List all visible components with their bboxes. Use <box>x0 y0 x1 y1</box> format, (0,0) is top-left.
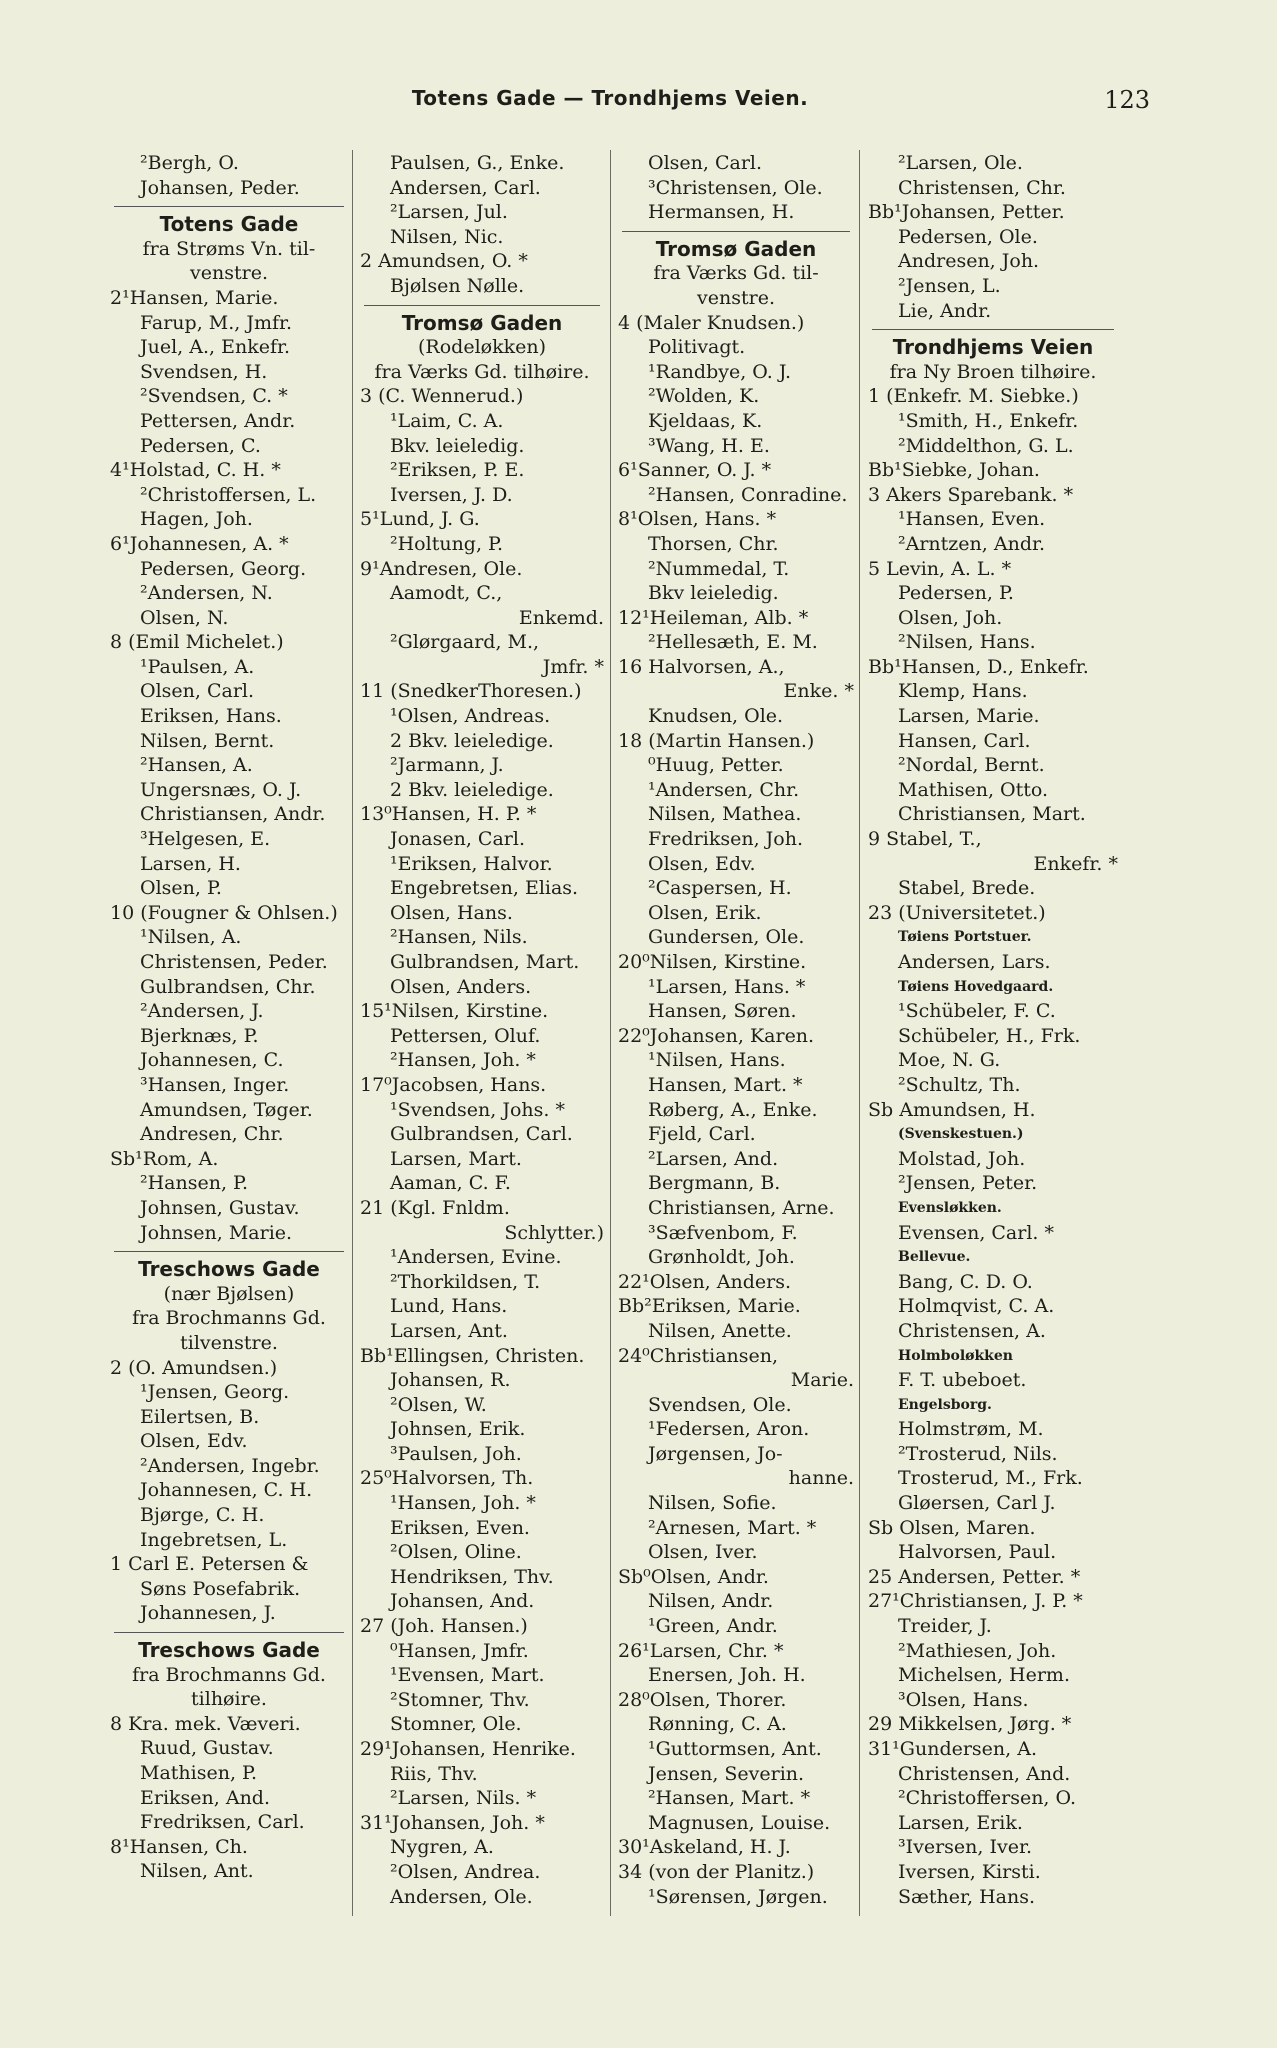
directory-entry: ¹Federsen, Aron. <box>648 1418 810 1441</box>
directory-entry: 4 (Maler Knudsen.) <box>618 311 805 334</box>
directory-entry: 2 Amundsen, O. * <box>360 250 528 273</box>
directory-entry: ²Hansen, P. <box>140 1172 249 1195</box>
street-heading: Treschows Gade <box>138 1257 320 1282</box>
directory-entry: Iversen, Kirsti. <box>898 1860 1041 1883</box>
directory-entry: 8 (Emil Michelet.) <box>110 631 284 654</box>
directory-entry: ²Eriksen, P. E. <box>390 459 525 482</box>
directory-entry: 2 Bkv. leieledige. <box>390 729 554 752</box>
directory-entry: 27¹Christiansen, J. P. * <box>868 1590 1083 1613</box>
directory-entry: ¹Guttormsen, Ant. <box>648 1738 822 1760</box>
directory-entry: ¹Evensen, Mart. <box>390 1664 545 1687</box>
directory-entry: ¹Smith, H., Enkefr. <box>898 409 1079 432</box>
directory-entry: ²Larsen, Ole. <box>898 152 1023 174</box>
directory-entry: 16 Halvorsen, A., <box>618 655 785 678</box>
directory-entry: 5¹Lund, J. G. <box>360 508 480 531</box>
directory-entry: ²Larsen, Nils. * <box>390 1787 537 1810</box>
directory-entry: 30¹Askeland, H. J. <box>618 1836 791 1859</box>
directory-entry: 18 (Martin Hansen.) <box>618 729 815 752</box>
directory-entry: Andresen, Joh. <box>898 250 1040 273</box>
directory-entry: ³Helgesen, E. <box>140 828 271 851</box>
directory-entry: Hagen, Joh. <box>140 508 253 531</box>
directory-entry: Treider, J. <box>898 1615 992 1638</box>
directory-entry: 9 Stabel, T., <box>868 828 982 851</box>
directory-entry: hanne. <box>788 1467 854 1490</box>
directory-entry: Jensen, Severin. <box>648 1762 805 1785</box>
directory-entry: Christiansen, Arne. <box>648 1196 835 1219</box>
directory-entry: Sb¹Rom, A. <box>110 1147 219 1170</box>
directory-entry: Mathisen, Otto. <box>898 778 1049 801</box>
directory-entry: Aaman, C. F. <box>390 1172 511 1195</box>
directory-entry: ¹Eriksen, Halvor. <box>390 852 553 875</box>
directory-entry: Sb Olsen, Maren. <box>868 1516 1036 1539</box>
directory-entry: ⁰Hansen, Jmfr. <box>390 1639 529 1662</box>
street-heading: Treschows Gade <box>138 1638 320 1663</box>
directory-entry: 22¹Olsen, Anders. <box>618 1270 791 1293</box>
directory-entry: 24⁰Christiansen, <box>618 1344 779 1367</box>
directory-entry: Enersen, Joh. H. <box>648 1664 806 1687</box>
street-heading: Tromsø Gaden <box>401 310 563 335</box>
directory-entry: ²Stomner, Thv. <box>390 1688 530 1711</box>
directory-entry: ²Andersen, N. <box>140 582 273 605</box>
directory-entry: Enkefr. * <box>1033 852 1118 875</box>
section-rule <box>114 206 344 210</box>
directory-entry: 11 (SnedkerThoresen.) <box>360 680 582 703</box>
directory-entry: ¹Nilsen, A. <box>140 926 242 949</box>
directory-entry: Stomner, Ole. <box>390 1713 522 1736</box>
directory-entry: Christensen, A. <box>898 1319 1046 1342</box>
section-rule <box>114 1632 344 1636</box>
directory-entry: Molstad, Joh. <box>898 1147 1026 1170</box>
directory-entry: Hansen, Carl. <box>898 729 1031 752</box>
directory-entry: Bb²Eriksen, Marie. <box>618 1295 801 1318</box>
directory-entry: ³Olsen, Hans. <box>898 1688 1029 1711</box>
directory-entry: 34 (von der Planitz.) <box>618 1860 815 1883</box>
directory-entry: ²Nordal, Bernt. <box>898 754 1045 777</box>
directory-entry: Nilsen, Bernt. <box>140 729 275 752</box>
directory-entry: ²Larsen, Jul. <box>390 201 508 224</box>
column-divider <box>352 150 353 1916</box>
directory-entry: 28⁰Olsen, Thorer. <box>618 1688 787 1711</box>
directory-entry: Knudsen, Ole. <box>648 705 784 728</box>
directory-entry: Olsen, P. <box>140 877 222 900</box>
section-rule <box>114 1251 344 1255</box>
directory-entry: 12¹Heileman, Alb. * <box>618 606 809 629</box>
column-divider <box>610 150 611 1916</box>
directory-entry: Politivagt. <box>648 336 746 359</box>
directory-entry: Johannesen, C. H. <box>140 1479 313 1502</box>
directory-entry: Magnusen, Louise. <box>648 1811 831 1834</box>
directory-entry: Kjeldaas, K. <box>648 409 763 432</box>
page-number: 123 <box>1104 86 1150 114</box>
directory-entry: Fredriksen, Carl. <box>140 1811 305 1834</box>
directory-entry: ³Wang, H. E. <box>648 434 770 457</box>
directory-entry: ³Hansen, Inger. <box>140 1073 290 1096</box>
directory-entry: ²Caspersen, H. <box>648 877 792 900</box>
directory-entry: ²Olsen, Andrea. <box>390 1860 541 1883</box>
directory-entry: Olsen, Hans. <box>390 901 513 924</box>
directory-entry: ²Jensen, L. <box>898 274 1001 297</box>
directory-entry: 22⁰Johansen, Karen. <box>618 1024 815 1047</box>
directory-entry: Pettersen, Oluf. <box>390 1024 541 1047</box>
directory-entry: tilhøire. <box>191 1688 267 1711</box>
directory-entry: ²Jarmann, J. <box>390 754 504 777</box>
directory-entry: Evensløkken. <box>898 1199 1002 1216</box>
directory-entry: Fredriksen, Joh. <box>648 828 803 851</box>
street-heading: Totens Gade <box>159 212 299 237</box>
directory-entry: ²Bergh, O. <box>140 152 239 174</box>
directory-entry: Christensen, Chr. <box>898 176 1066 199</box>
column-2 <box>354 151 610 1909</box>
directory-entry: 6¹Sanner, O. J. * <box>618 459 772 482</box>
directory-entry: Nilsen, Anette. <box>648 1319 792 1342</box>
directory-entry: Thorsen, Chr. <box>648 532 779 555</box>
directory-entry: fra Brochmanns Gd. <box>132 1307 326 1330</box>
directory-entry: Olsen, Edv. <box>648 852 756 875</box>
directory-entry: Olsen, N. <box>140 606 229 629</box>
directory-entry: Holmboløkken <box>898 1347 1013 1364</box>
directory-entry: 31¹Gundersen, A. <box>868 1738 1038 1760</box>
directory-entry: Johansen, R. <box>390 1369 511 1392</box>
directory-entry: Røberg, A., Enke. <box>648 1098 818 1121</box>
directory-entry: Andersen, Carl. <box>390 176 541 199</box>
directory-entry: Pettersen, Andr. <box>140 409 296 432</box>
directory-entry: ²Nummedal, T. <box>648 557 790 580</box>
directory-entry: ²Hansen, A. <box>140 754 253 777</box>
directory-entry: fra Værks Gd. tilhøire. <box>374 360 590 383</box>
directory-entry: Stabel, Brede. <box>898 877 1036 900</box>
directory-entry: Enkemd. <box>518 606 604 629</box>
directory-entry: Bjørge, C. H. <box>140 1504 265 1527</box>
directory-entry: ²Christoffersen, O. <box>898 1787 1077 1810</box>
directory-entry: Sæther, Hans. <box>898 1885 1035 1908</box>
column-3 <box>612 151 860 1909</box>
directory-entry: ²Wolden, K. <box>648 385 760 408</box>
directory-entry: 15¹Nilsen, Kirstine. <box>360 1000 549 1023</box>
directory-entry: ²Thorkildsen, T. <box>390 1270 541 1293</box>
directory-entry: Christiansen, Mart. <box>898 803 1086 826</box>
directory-entry: Gløersen, Carl J. <box>898 1492 1056 1515</box>
directory-entry: Grønholdt, Joh. <box>648 1246 795 1269</box>
directory-entry: ¹Larsen, Hans. * <box>648 975 806 998</box>
directory-entry: 1 (Enkefr. M. Siebke.) <box>868 385 1079 408</box>
directory-entry: Mathisen, P. <box>140 1762 258 1784</box>
directory-entry: ¹Svendsen, Johs. * <box>390 1098 565 1121</box>
directory-entry: Gulbrandsen, Chr. <box>140 975 316 998</box>
directory-entry: ³Iversen, Iver. <box>898 1836 1033 1859</box>
directory-entry: Johansen, Peder. <box>140 176 300 199</box>
directory-entry: Johannesen, J. <box>140 1602 276 1625</box>
directory-entry: Bergmann, B. <box>648 1172 781 1195</box>
directory-entry: Bkv leieledig. <box>648 582 779 605</box>
directory-entry: Nilsen, Andr. <box>648 1590 774 1613</box>
directory-entry: ²Svendsen, C. * <box>140 385 288 408</box>
directory-entry: ¹Randbye, O. J. <box>648 360 792 383</box>
directory-entry: 4¹Holstad, C. H. * <box>110 459 281 482</box>
directory-entry: tilvenstre. <box>180 1331 278 1354</box>
directory-entry: ²Hellesæth, E. M. <box>648 631 818 654</box>
directory-entry: ²Mathiesen, Joh. <box>898 1639 1057 1662</box>
directory-entry: Engebretsen, Elias. <box>390 877 579 900</box>
directory-entry: ²Arnesen, Mart. * <box>648 1516 817 1539</box>
directory-entry: Pedersen, Georg. <box>140 557 307 580</box>
directory-entry: 17⁰Jacobsen, Hans. <box>360 1073 547 1096</box>
directory-entry: Bb¹Ellingsen, Christen. <box>360 1344 585 1367</box>
directory-entry: Ingebretsen, L. <box>140 1528 288 1551</box>
column-1 <box>104 151 354 1884</box>
directory-entry: Holmqvist, C. A. <box>898 1295 1055 1318</box>
section-rule <box>622 231 850 235</box>
directory-entry: Farup, M., Jmfr. <box>140 311 293 334</box>
directory-entry: (Svenskestuen.) <box>898 1126 1024 1143</box>
directory-entry: Eriksen, Even. <box>390 1516 530 1539</box>
directory-entry: venstre. <box>190 262 268 285</box>
directory-entry: Olsen, Joh. <box>898 606 1003 629</box>
directory-entry: venstre. <box>697 286 775 309</box>
directory-entry: Jonasen, Carl. <box>390 828 525 851</box>
street-heading: Tromsø Gaden <box>655 236 817 261</box>
running-header: Totens Gade — Trondhjems Veien. <box>411 86 809 110</box>
directory-entry: ¹Hansen, Even. <box>898 508 1046 531</box>
directory-entry: 21 (Kgl. Fnldm. <box>360 1196 510 1219</box>
directory-entry: ²Hansen, Conradine. <box>648 483 848 506</box>
directory-entry: (Rodeløkken) <box>418 336 546 359</box>
directory-entry: Holmstrøm, M. <box>898 1418 1044 1441</box>
directory-entry: ²Glørgaard, M., <box>390 631 540 654</box>
directory-entry: 2 Bkv. leieledige. <box>390 778 554 801</box>
directory-entry: 25⁰Halvorsen, Th. <box>360 1467 534 1490</box>
directory-entry: ²Hansen, Mart. * <box>648 1787 811 1810</box>
directory-entry: Ruud, Gustav. <box>140 1737 274 1760</box>
directory-entry: Halvorsen, Paul. <box>898 1541 1057 1564</box>
directory-entry: ²Middelthon, G. L. <box>898 434 1074 457</box>
directory-entry: 20⁰Nilsen, Kirstine. <box>618 951 807 973</box>
directory-entry: Juel, A., Enkefr. <box>140 336 291 359</box>
directory-entry: ²Holtung, P. <box>390 532 504 555</box>
directory-entry: Gulbrandsen, Mart. <box>390 951 580 973</box>
directory-entry: ²Hansen, Joh. * <box>390 1049 536 1072</box>
directory-entry: ¹Nilsen, Hans. <box>648 1049 786 1072</box>
directory-entry: Bb¹Siebke, Johan. <box>868 459 1040 482</box>
directory-entry: ²Jensen, Peter. <box>898 1172 1038 1195</box>
directory-entry: Nilsen, Nic. <box>390 225 504 248</box>
directory-entry: Schübeler, H., Frk. <box>898 1024 1081 1047</box>
directory-entry: ²Trosterud, Nils. <box>898 1442 1058 1465</box>
directory-entry: ¹Hansen, Joh. * <box>390 1492 536 1515</box>
directory-entry: ²Larsen, And. <box>648 1147 779 1170</box>
directory-entry: Michelsen, Herm. <box>898 1664 1070 1687</box>
directory-entry: Gulbrandsen, Carl. <box>390 1123 573 1146</box>
directory-entry: Rønning, C. A. <box>648 1713 787 1736</box>
directory-entry: ¹Sørensen, Jørgen. <box>648 1885 828 1908</box>
directory-entry: Olsen, Iver. <box>648 1541 758 1564</box>
directory-entry: Pedersen, C. <box>140 434 261 457</box>
directory-entry: Nygren, A. <box>390 1836 494 1859</box>
directory-entry: Hansen, Mart. * <box>648 1073 803 1096</box>
directory-entry: fra Ny Broen tilhøire. <box>889 360 1097 383</box>
directory-entry: Sb Amundsen, H. <box>868 1098 1036 1121</box>
directory-entry: ²Nilsen, Hans. <box>898 631 1036 654</box>
directory-entry: Klemp, Hans. <box>898 680 1028 703</box>
column-divider <box>859 150 860 1916</box>
directory-entry: Fjeld, Carl. <box>648 1123 756 1146</box>
directory-entry: ¹Green, Andr. <box>648 1615 778 1638</box>
directory-entry: Gundersen, Ole. <box>648 926 805 949</box>
directory-entry: Larsen, Erik. <box>898 1811 1023 1834</box>
directory-entry: 31¹Johansen, Joh. * <box>360 1811 545 1834</box>
directory-entry: Lund, Hans. <box>390 1295 508 1318</box>
directory-entry: Jmfr. * <box>542 655 604 678</box>
directory-entry: ²Schultz, Th. <box>898 1073 1021 1096</box>
directory-entry: Sb⁰Olsen, Andr. <box>618 1565 769 1588</box>
directory-entry: Nilsen, Ant. <box>140 1860 254 1883</box>
directory-entry: Bellevue. <box>898 1249 971 1266</box>
directory-entry: Marie. <box>790 1369 854 1392</box>
directory-entry: Ungersnæs, O. J. <box>140 778 302 801</box>
directory-entry: ¹Jensen, Georg. <box>140 1381 290 1404</box>
directory-entry: Trosterud, M., Frk. <box>898 1467 1083 1490</box>
directory-entry: F. T. ubeboet. <box>898 1369 1027 1392</box>
directory-entry: ²Olsen, W. <box>390 1393 487 1416</box>
directory-entry: 2¹Hansen, Marie. <box>110 286 279 309</box>
directory-entry: Pedersen, Ole. <box>898 225 1038 248</box>
directory-entry: Larsen, Mart. <box>390 1147 522 1170</box>
directory-entry: ¹Laim, C. A. <box>390 409 504 432</box>
directory-entry: Bjerknæs, P. <box>140 1024 259 1047</box>
directory-entry: Johnsen, Gustav. <box>140 1196 300 1219</box>
directory-entry: ¹Andersen, Chr. <box>648 778 800 801</box>
directory-entry: Olsen, Carl. <box>140 680 255 703</box>
directory-entry: ²Arntzen, Andr. <box>898 532 1046 555</box>
directory-entry: 3 (C. Wennerud.) <box>360 385 524 408</box>
directory-entry: 9¹Andresen, Ole. <box>360 557 523 580</box>
directory-entry: ¹Schübeler, F. C. <box>898 1000 1056 1023</box>
directory-entry: Johannesen, C. <box>140 1049 284 1072</box>
directory-entry: 10 (Fougner & Ohlsen.) <box>110 901 338 924</box>
directory-entry: ³Sæfvenbom, F. <box>648 1221 798 1244</box>
directory-entry: Olsen, Erik. <box>648 901 762 924</box>
directory-entry: fra Brochmanns Gd. <box>132 1663 326 1686</box>
directory-entry: Pedersen, P. <box>898 582 1014 605</box>
directory-entry: Larsen, Ant. <box>390 1319 508 1342</box>
directory-entry: ³Paulsen, Joh. <box>390 1442 522 1465</box>
directory-entry: ¹Olsen, Andreas. <box>390 705 551 728</box>
directory-entry: Hermansen, H. <box>648 201 795 224</box>
directory-entry: (nær Bjølsen) <box>163 1282 295 1305</box>
directory-entry: 29 Mikkelsen, Jørg. * <box>868 1713 1072 1736</box>
directory-entry: Christiansen, Andr. <box>140 803 326 826</box>
directory-entry: ²Olsen, Oline. <box>390 1541 522 1564</box>
directory-entry: fra Værks Gd. til- <box>653 262 819 285</box>
directory-entry: Nilsen, Mathea. <box>648 803 802 826</box>
directory-entry: 8 Kra. mek. Væveri. <box>110 1712 301 1735</box>
directory-entry: Svendsen, H. <box>140 360 268 383</box>
section-rule <box>364 305 600 309</box>
directory-entry: Hansen, Søren. <box>648 1000 797 1023</box>
directory-entry: 27 (Joh. Hansen.) <box>360 1615 528 1638</box>
directory-entry: Aamodt, C., <box>390 582 503 605</box>
directory-entry: 23 (Universitetet.) <box>868 901 1046 924</box>
column-4 <box>862 151 1124 1909</box>
directory-entry: 2 (O. Amundsen.) <box>110 1356 278 1379</box>
directory-entry: ²Christoffersen, L. <box>140 483 317 506</box>
directory-entry: Eilertsen, B. <box>140 1405 260 1428</box>
directory-entry: 8¹Olsen, Hans. * <box>618 508 777 531</box>
section-rule <box>872 329 1113 333</box>
directory-entry: Eriksen, And. <box>140 1786 271 1809</box>
directory-entry: ³Christensen, Ole. <box>648 176 823 199</box>
directory-entry: Christensen, And. <box>898 1762 1071 1785</box>
directory-entry: Bjølsen Nølle. <box>390 274 525 297</box>
directory-entry: Bb¹Hansen, D., Enkefr. <box>868 655 1089 678</box>
directory-entry: Tøiens Hovedgaard. <box>898 978 1054 995</box>
directory-entry: Bb¹Johansen, Petter. <box>868 201 1065 224</box>
directory-entry: Søns Posefabrik. <box>140 1577 301 1600</box>
directory-entry: Bang, C. D. O. <box>898 1270 1033 1293</box>
directory-entry: 5 Levin, A. L. * <box>868 557 1012 580</box>
directory-entry: Moe, N. G. <box>898 1049 1001 1072</box>
directory-entry: Andersen, Ole. <box>390 1885 533 1908</box>
directory-entry: ²Andersen, J. <box>140 1000 264 1023</box>
directory-entry: Enke. * <box>783 680 854 703</box>
directory-entry: Engelsborg. <box>898 1396 992 1413</box>
directory-entry: Andresen, Chr. <box>140 1123 284 1146</box>
directory-entry: Eriksen, Hans. <box>140 705 282 728</box>
street-heading: Trondhjems Veien <box>892 335 1094 360</box>
directory-entry: 29¹Johansen, Henrike. <box>360 1738 576 1760</box>
directory-entry: Lie, Andr. <box>898 299 992 322</box>
directory-entry: Hendriksen, Thv. <box>390 1565 554 1588</box>
directory-entry: 3 Akers Sparebank. * <box>868 483 1074 506</box>
directory-entry: Larsen, H. <box>140 852 241 875</box>
directory-entry: Johnsen, Marie. <box>140 1221 293 1244</box>
directory-entry: Amundsen, Tøger. <box>140 1098 313 1121</box>
directory-entry: Olsen, Edv. <box>140 1430 248 1453</box>
directory-entry: Schlytter.) <box>504 1221 604 1244</box>
directory-entry: Johansen, And. <box>390 1590 535 1613</box>
directory-entry: ¹Andersen, Evine. <box>390 1246 562 1269</box>
directory-entry: ²Andersen, Ingebr. <box>140 1454 320 1477</box>
directory-entry: ¹Paulsen, A. <box>140 655 255 678</box>
directory-entry: Nilsen, Sofie. <box>648 1492 777 1515</box>
directory-entry: 8¹Hansen, Ch. <box>110 1835 248 1858</box>
directory-entry: Riis, Thv. <box>390 1762 478 1785</box>
directory-entry: ⁰Huug, Petter. <box>648 754 784 777</box>
directory-entry: Larsen, Marie. <box>898 705 1040 728</box>
directory-entry: Christensen, Peder. <box>140 951 328 973</box>
directory-entry: 13⁰Hansen, H. P. * <box>360 803 537 826</box>
directory-entry: Olsen, Anders. <box>390 975 532 998</box>
directory-entry: 1 Carl E. Petersen & <box>110 1553 309 1576</box>
directory-entry: Andersen, Lars. <box>898 951 1051 973</box>
directory-entry: ²Hansen, Nils. <box>390 926 528 949</box>
directory-entry: 26¹Larsen, Chr. * <box>618 1639 784 1662</box>
directory-entry: Paulsen, G., Enke. <box>390 152 565 174</box>
directory-entry: fra Strøms Vn. til- <box>142 237 316 260</box>
directory-entry: Svendsen, Ole. <box>648 1393 792 1416</box>
directory-entry: Jørgensen, Jo- <box>648 1442 783 1465</box>
directory-entry: Johnsen, Erik. <box>390 1418 526 1441</box>
directory-entry: Evensen, Carl. * <box>898 1221 1054 1244</box>
directory-entry: Tøiens Portstuer. <box>898 929 1032 946</box>
directory-entry: 25 Andersen, Petter. * <box>868 1565 1081 1588</box>
directory-entry: Bkv. leieledig. <box>390 434 525 457</box>
directory-entry: 6¹Johannesen, A. * <box>110 532 289 555</box>
directory-entry: Olsen, Carl. <box>648 152 763 174</box>
directory-entry: Iversen, J. D. <box>390 483 513 506</box>
